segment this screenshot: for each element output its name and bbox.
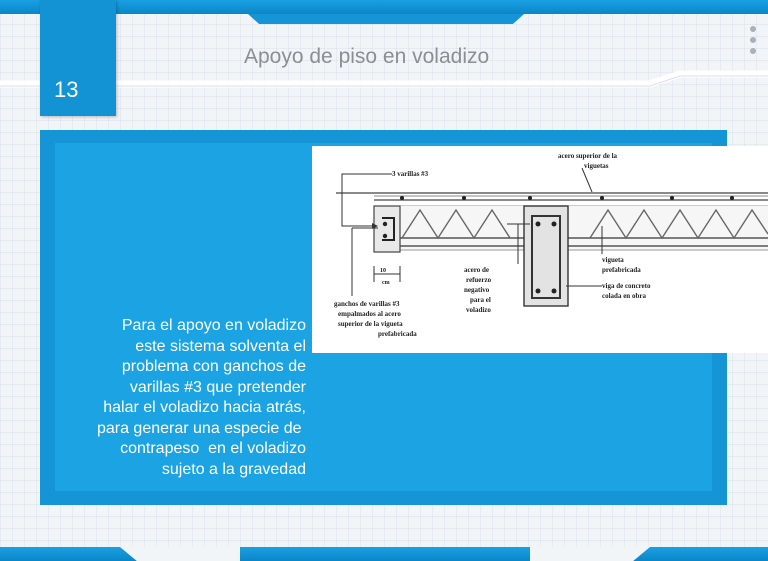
bottom-notch-right bbox=[530, 547, 650, 561]
diagram-drawing bbox=[312, 146, 768, 353]
top-notch bbox=[248, 14, 524, 24]
label-hooks-1: ganchos de varillas #3 bbox=[334, 300, 400, 308]
body-line: sujeto a la gravedad bbox=[161, 460, 306, 478]
label-negative-4: para el bbox=[470, 296, 491, 304]
body-line: para generar una especie de bbox=[96, 419, 306, 437]
cantilever-diagram bbox=[312, 146, 768, 353]
label-negative-5: voladizo bbox=[466, 306, 491, 314]
label-dimension-unit: cm bbox=[382, 280, 390, 286]
label-top-rebar-2: viguetas bbox=[584, 162, 609, 170]
body-line: varillas #3 que pretender bbox=[129, 378, 306, 396]
body-line: este sistema solventa el bbox=[135, 337, 306, 355]
body-line: Para el apoyo en voladizo bbox=[121, 317, 306, 334]
body-text bbox=[56, 316, 306, 480]
label-joist-1: vigueta bbox=[602, 256, 624, 264]
more-options-icon[interactable] bbox=[748, 26, 758, 59]
bottom-bar bbox=[0, 547, 768, 561]
label-beam-1: viga de concreto bbox=[602, 282, 651, 290]
label-beam-2: colada en obra bbox=[602, 292, 646, 300]
body-line: contrapeso en el voladizo bbox=[120, 440, 306, 457]
label-dimension: 10 bbox=[380, 268, 386, 274]
bottom-notch-left bbox=[120, 547, 240, 561]
label-negative-3: negativo bbox=[464, 286, 490, 294]
label-negative-2: refuerzo bbox=[466, 276, 492, 284]
label-hooks-3: superior de la vigueta bbox=[338, 320, 403, 328]
slide-title: Apoyo de piso en voladizo bbox=[244, 45, 490, 68]
body-line: problema con ganchos de bbox=[121, 358, 306, 375]
label-top-rebar: acero superior de la bbox=[558, 152, 618, 160]
body-line: halar el voladizo hacia atrás, bbox=[103, 399, 306, 416]
label-rebar-count: 3 varillas #3 bbox=[392, 170, 429, 178]
label-hooks-2: empalmados al acero bbox=[338, 310, 401, 318]
label-joist-2: prefabricada bbox=[602, 266, 641, 274]
label-negative-1: acero de bbox=[464, 266, 489, 274]
label-hooks-4: prefabricada bbox=[378, 330, 417, 338]
page-number: 13 bbox=[54, 77, 79, 102]
